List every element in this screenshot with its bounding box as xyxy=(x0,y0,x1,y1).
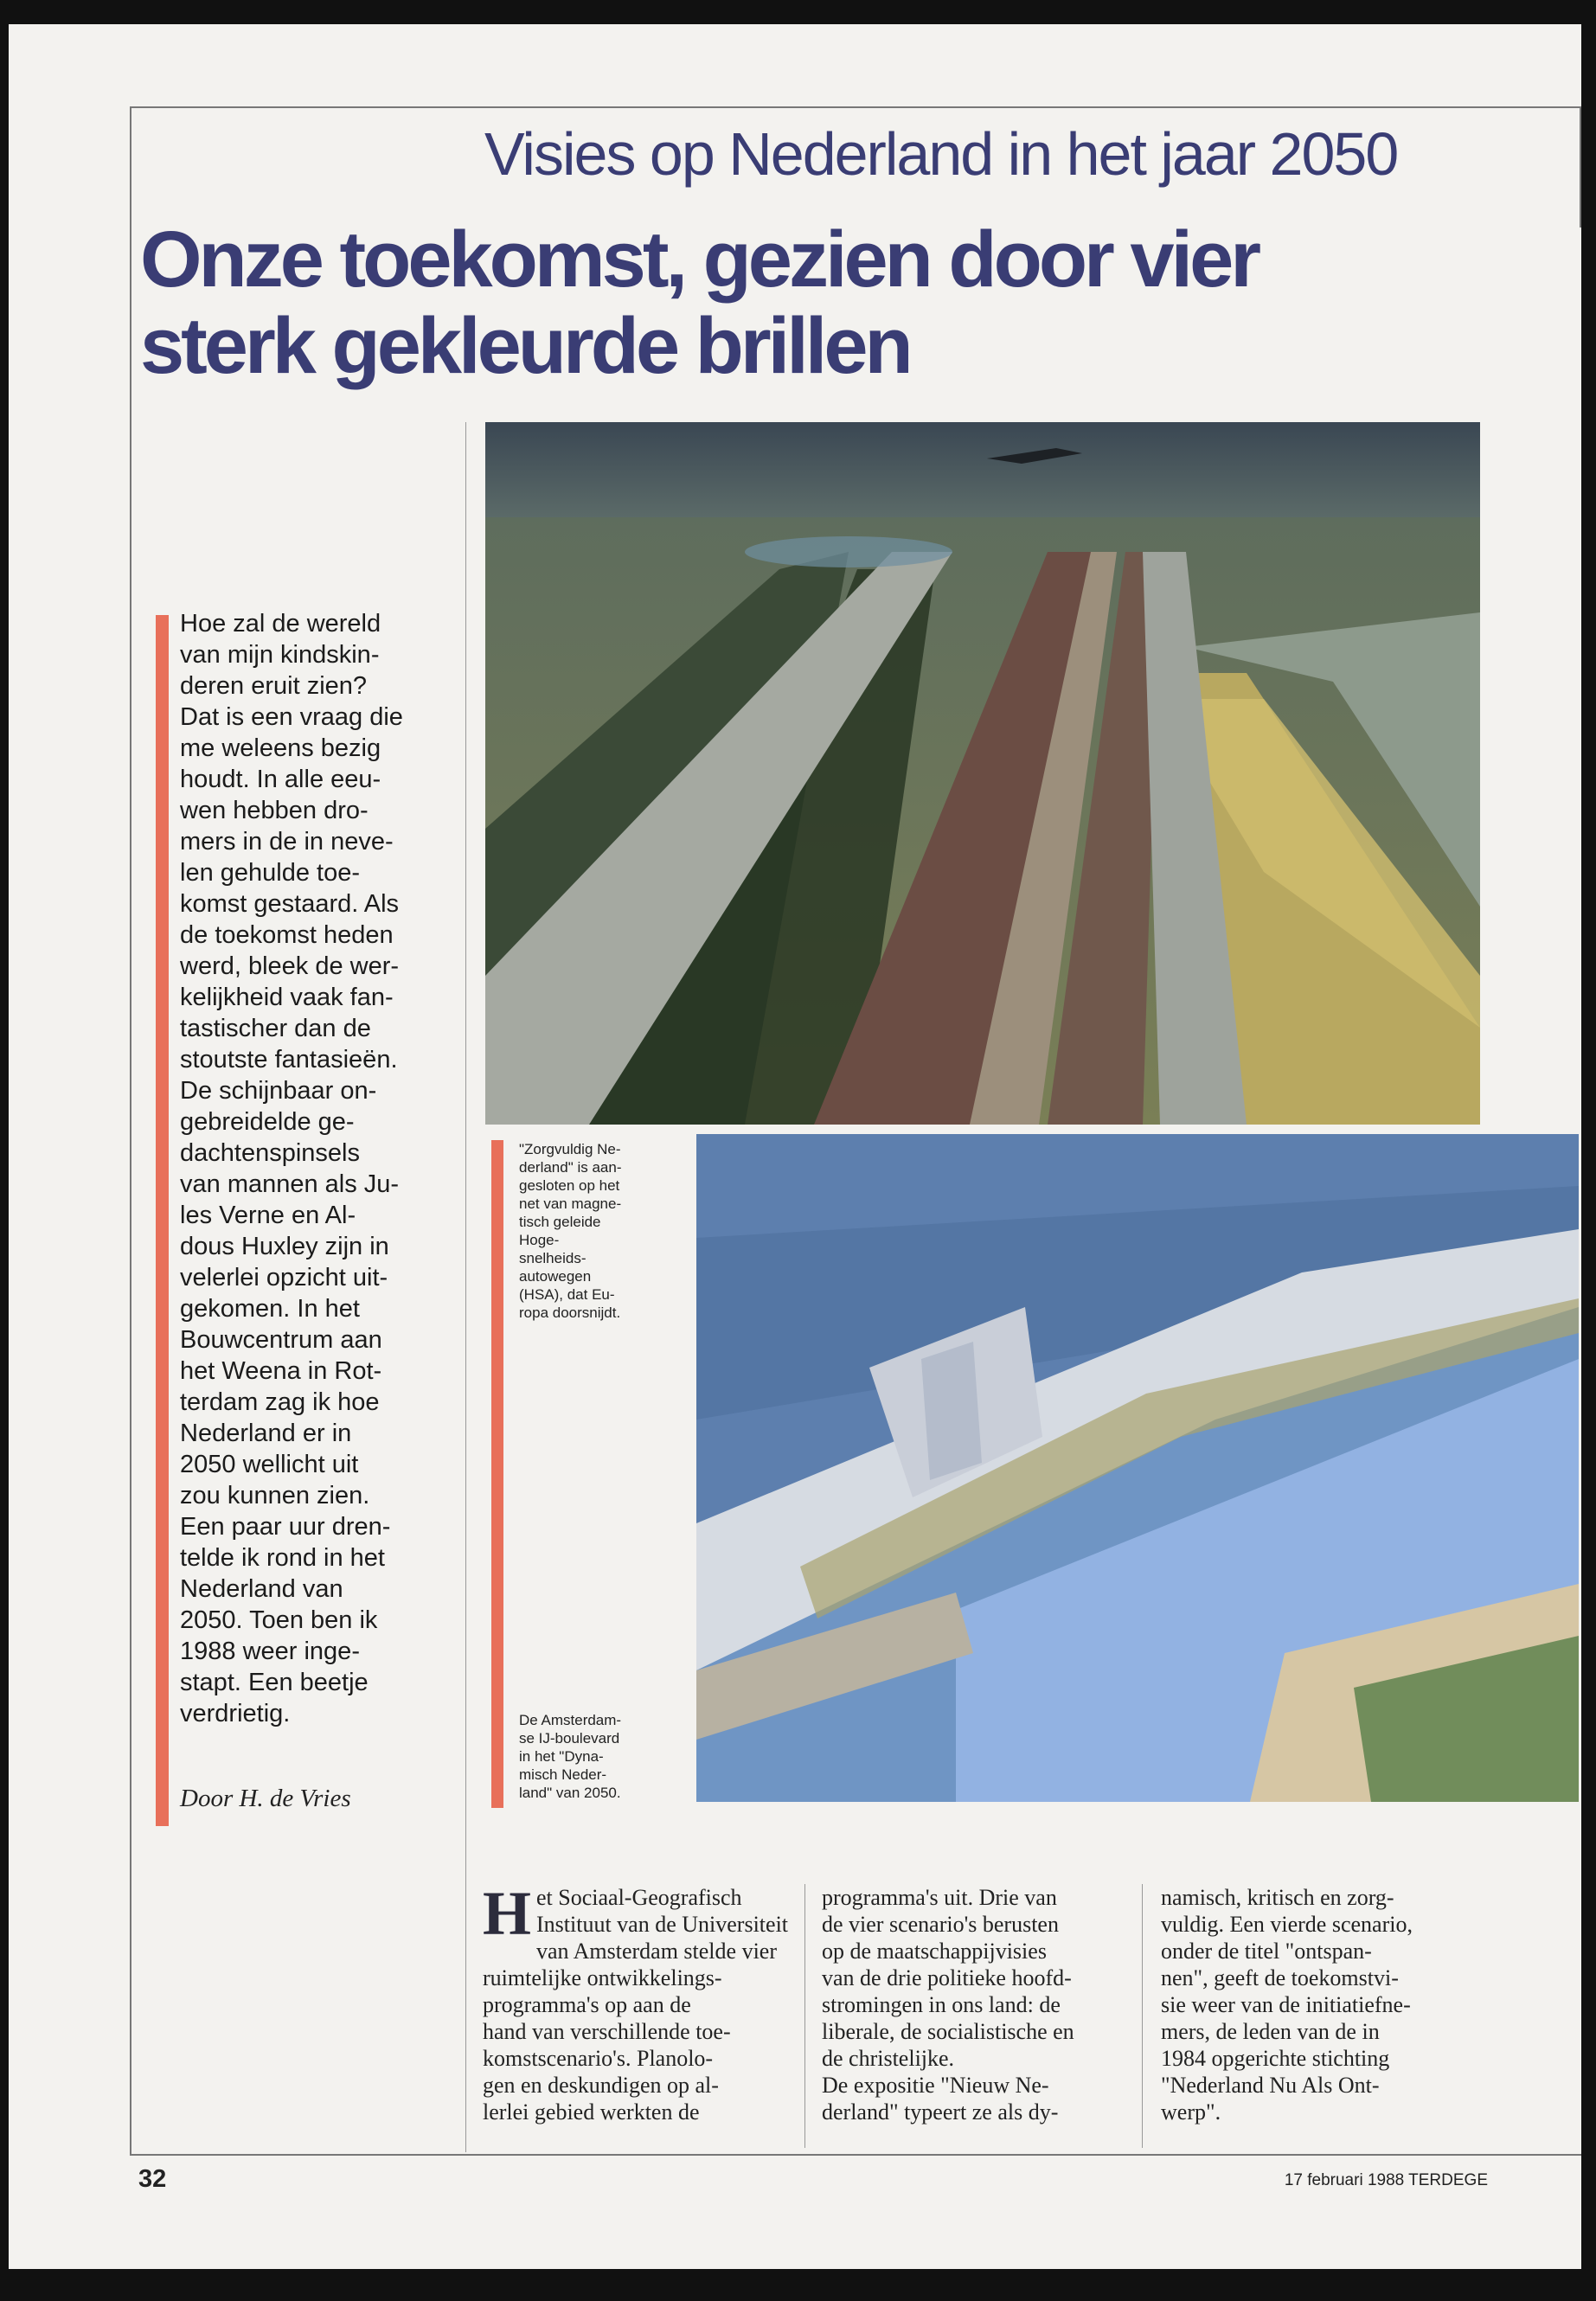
text-line: "Nederland Nu Als Ont- xyxy=(1161,2073,1380,2098)
frame-rule-bottom xyxy=(130,2154,1581,2156)
text-line: derland" typeert ze als dy- xyxy=(822,2099,1059,2125)
text-line: komstscenario's. Planolo- xyxy=(483,2046,714,2071)
text-line: len gehulde toe- xyxy=(180,859,360,887)
text-line: Hoe zal de wereld xyxy=(180,610,381,638)
text-line: land" van 2050. xyxy=(519,1785,621,1801)
text-line: net van magne- xyxy=(519,1195,622,1212)
intro-text xyxy=(180,608,452,1729)
text-line: me weleens bezig xyxy=(180,734,381,762)
article-headline xyxy=(140,216,1438,389)
text-line: gesloten op het xyxy=(519,1177,620,1194)
text-line: ropa doorsnijdt. xyxy=(519,1304,621,1321)
text-line: dachtenspinsels xyxy=(180,1139,360,1167)
text-line: werd, bleek de wer- xyxy=(180,952,400,980)
text-line: ruimtelijke ontwikkelings- xyxy=(483,1965,722,1990)
text-line: hand van verschillende toe- xyxy=(483,2019,731,2044)
text-line: velerlei opzicht uit- xyxy=(180,1264,388,1292)
illustration-highway-landscape xyxy=(485,422,1480,1125)
column-divider xyxy=(465,422,466,2152)
text-line: De Amsterdam- xyxy=(519,1712,622,1728)
text-line: sie weer van de initiatiefne- xyxy=(1161,1992,1411,2017)
caption-ij-boulevard xyxy=(519,1711,670,1802)
text-line: tisch geleide xyxy=(519,1214,601,1230)
text-line: mers in de in neve- xyxy=(180,828,394,856)
intro-accent-bar xyxy=(156,615,169,1826)
text-line: programma's op aan de xyxy=(483,1992,691,2017)
text-line: Instituut van de Universiteit xyxy=(536,1912,789,1937)
text-line: vuldig. Een vierde scenario, xyxy=(1161,1912,1413,1937)
text-line: les Verne en Al- xyxy=(180,1202,356,1229)
footer-publication-date: 17 februari 1988 TERDEGE xyxy=(1284,2171,1488,2189)
byline: Door H. de Vries xyxy=(180,1785,351,1812)
text-line: De schijnbaar on- xyxy=(180,1077,377,1105)
text-line: deren eruit zien? xyxy=(180,672,368,700)
headline-line: sterk gekleurde brillen xyxy=(140,302,910,390)
text-line: de christelijke. xyxy=(822,2046,955,2071)
text-line: telde ik rond in het xyxy=(180,1544,385,1572)
magazine-page xyxy=(9,24,1581,2269)
text-line: wen hebben dro- xyxy=(180,797,369,824)
text-line: het Weena in Rot- xyxy=(180,1357,382,1385)
text-line: 2050 wellicht uit xyxy=(180,1451,359,1478)
text-line: Bouwcentrum aan xyxy=(180,1326,382,1354)
text-line: verdrietig. xyxy=(180,1700,291,1727)
text-line: de toekomst heden xyxy=(180,921,394,949)
text-line: van de drie politieke hoofd- xyxy=(822,1965,1072,1990)
text-line: in het "Dyna- xyxy=(519,1748,604,1765)
text-line: Nederland er in xyxy=(180,1420,352,1447)
text-line: dous Huxley zijn in xyxy=(180,1233,389,1260)
page-number: 32 xyxy=(138,2165,167,2193)
text-line: 2050. Toen ben ik xyxy=(180,1606,378,1634)
text-line: stromingen in ons land: de xyxy=(822,1992,1061,2017)
text-line: namisch, kritisch en zorg- xyxy=(1161,1885,1394,1910)
text-line: op de maatschappijvisies xyxy=(822,1939,1047,1964)
text-line: 1984 opgerichte stichting xyxy=(1161,2046,1390,2071)
text-line: houdt. In alle eeu- xyxy=(180,766,381,793)
text-line: Dat is een vraag die xyxy=(180,703,403,731)
body-column-3 xyxy=(1161,1884,1472,2125)
text-line: van mannen als Ju- xyxy=(180,1170,400,1198)
text-line: lerlei gebied werkten de xyxy=(483,2099,700,2125)
text-line: snelheids- xyxy=(519,1250,586,1266)
frame-rule-top xyxy=(130,106,1581,108)
text-line: gebreidelde ge- xyxy=(180,1108,355,1136)
body-column-2 xyxy=(822,1884,1133,2125)
drop-cap: H xyxy=(483,1879,532,1948)
text-line: Een paar uur dren- xyxy=(180,1513,391,1541)
text-line: Hoge- xyxy=(519,1232,560,1248)
text-line: van mijn kindskin- xyxy=(180,641,380,669)
text-line: autowegen xyxy=(519,1268,592,1285)
text-line: stapt. Een beetje xyxy=(180,1669,369,1696)
text-line: et Sociaal-Geografisch xyxy=(536,1885,742,1910)
text-line: derland" is aan- xyxy=(519,1159,622,1176)
caption-accent-bar xyxy=(491,1140,503,1808)
article-kicker: Visies op Nederland in het jaar 2050 xyxy=(484,120,1398,188)
text-line: onder de titel "ontspan- xyxy=(1161,1939,1372,1964)
text-line: tastischer dan de xyxy=(180,1015,371,1042)
text-line: terdam zag ik hoe xyxy=(180,1388,380,1416)
text-line: werp". xyxy=(1161,2099,1221,2125)
text-line: 1988 weer inge- xyxy=(180,1638,360,1665)
frame-rule-right xyxy=(1580,106,1581,228)
text-line: De expositie "Nieuw Ne- xyxy=(822,2073,1049,2098)
text-line: liberale, de socialistische en xyxy=(822,2019,1074,2044)
text-line: Nederland van xyxy=(180,1575,343,1603)
text-line: programma's uit. Drie van xyxy=(822,1885,1057,1910)
text-line: gekomen. In het xyxy=(180,1295,360,1323)
text-line: kelijkheid vaak fan- xyxy=(180,984,394,1011)
text-line: (HSA), dat Eu- xyxy=(519,1286,615,1303)
column-divider xyxy=(1142,1884,1143,2148)
text-line: van Amsterdam stelde vier xyxy=(536,1939,777,1964)
text-line: stoutste fantasieën. xyxy=(180,1046,398,1074)
frame-rule-left xyxy=(130,106,131,2155)
text-line: "Zorgvuldig Ne- xyxy=(519,1141,621,1157)
text-line: gen en deskundigen op al- xyxy=(483,2073,719,2098)
text-line: se IJ-boulevard xyxy=(519,1730,620,1747)
text-line: nen", geeft de toekomstvi- xyxy=(1161,1965,1399,1990)
column-divider xyxy=(804,1884,805,2148)
text-line: komst gestaard. Als xyxy=(180,890,400,918)
text-line: mers, de leden van de in xyxy=(1161,2019,1380,2044)
illustration-amsterdam-ij-boulevard xyxy=(696,1134,1579,1802)
text-line: misch Neder- xyxy=(519,1766,607,1783)
caption-highway xyxy=(519,1140,670,1322)
body-column-1 xyxy=(483,1879,794,2125)
headline-line: Onze toekomst, gezien door vier xyxy=(140,215,1259,304)
text-line: de vier scenario's berusten xyxy=(822,1912,1059,1937)
text-line: zou kunnen zien. xyxy=(180,1482,370,1509)
